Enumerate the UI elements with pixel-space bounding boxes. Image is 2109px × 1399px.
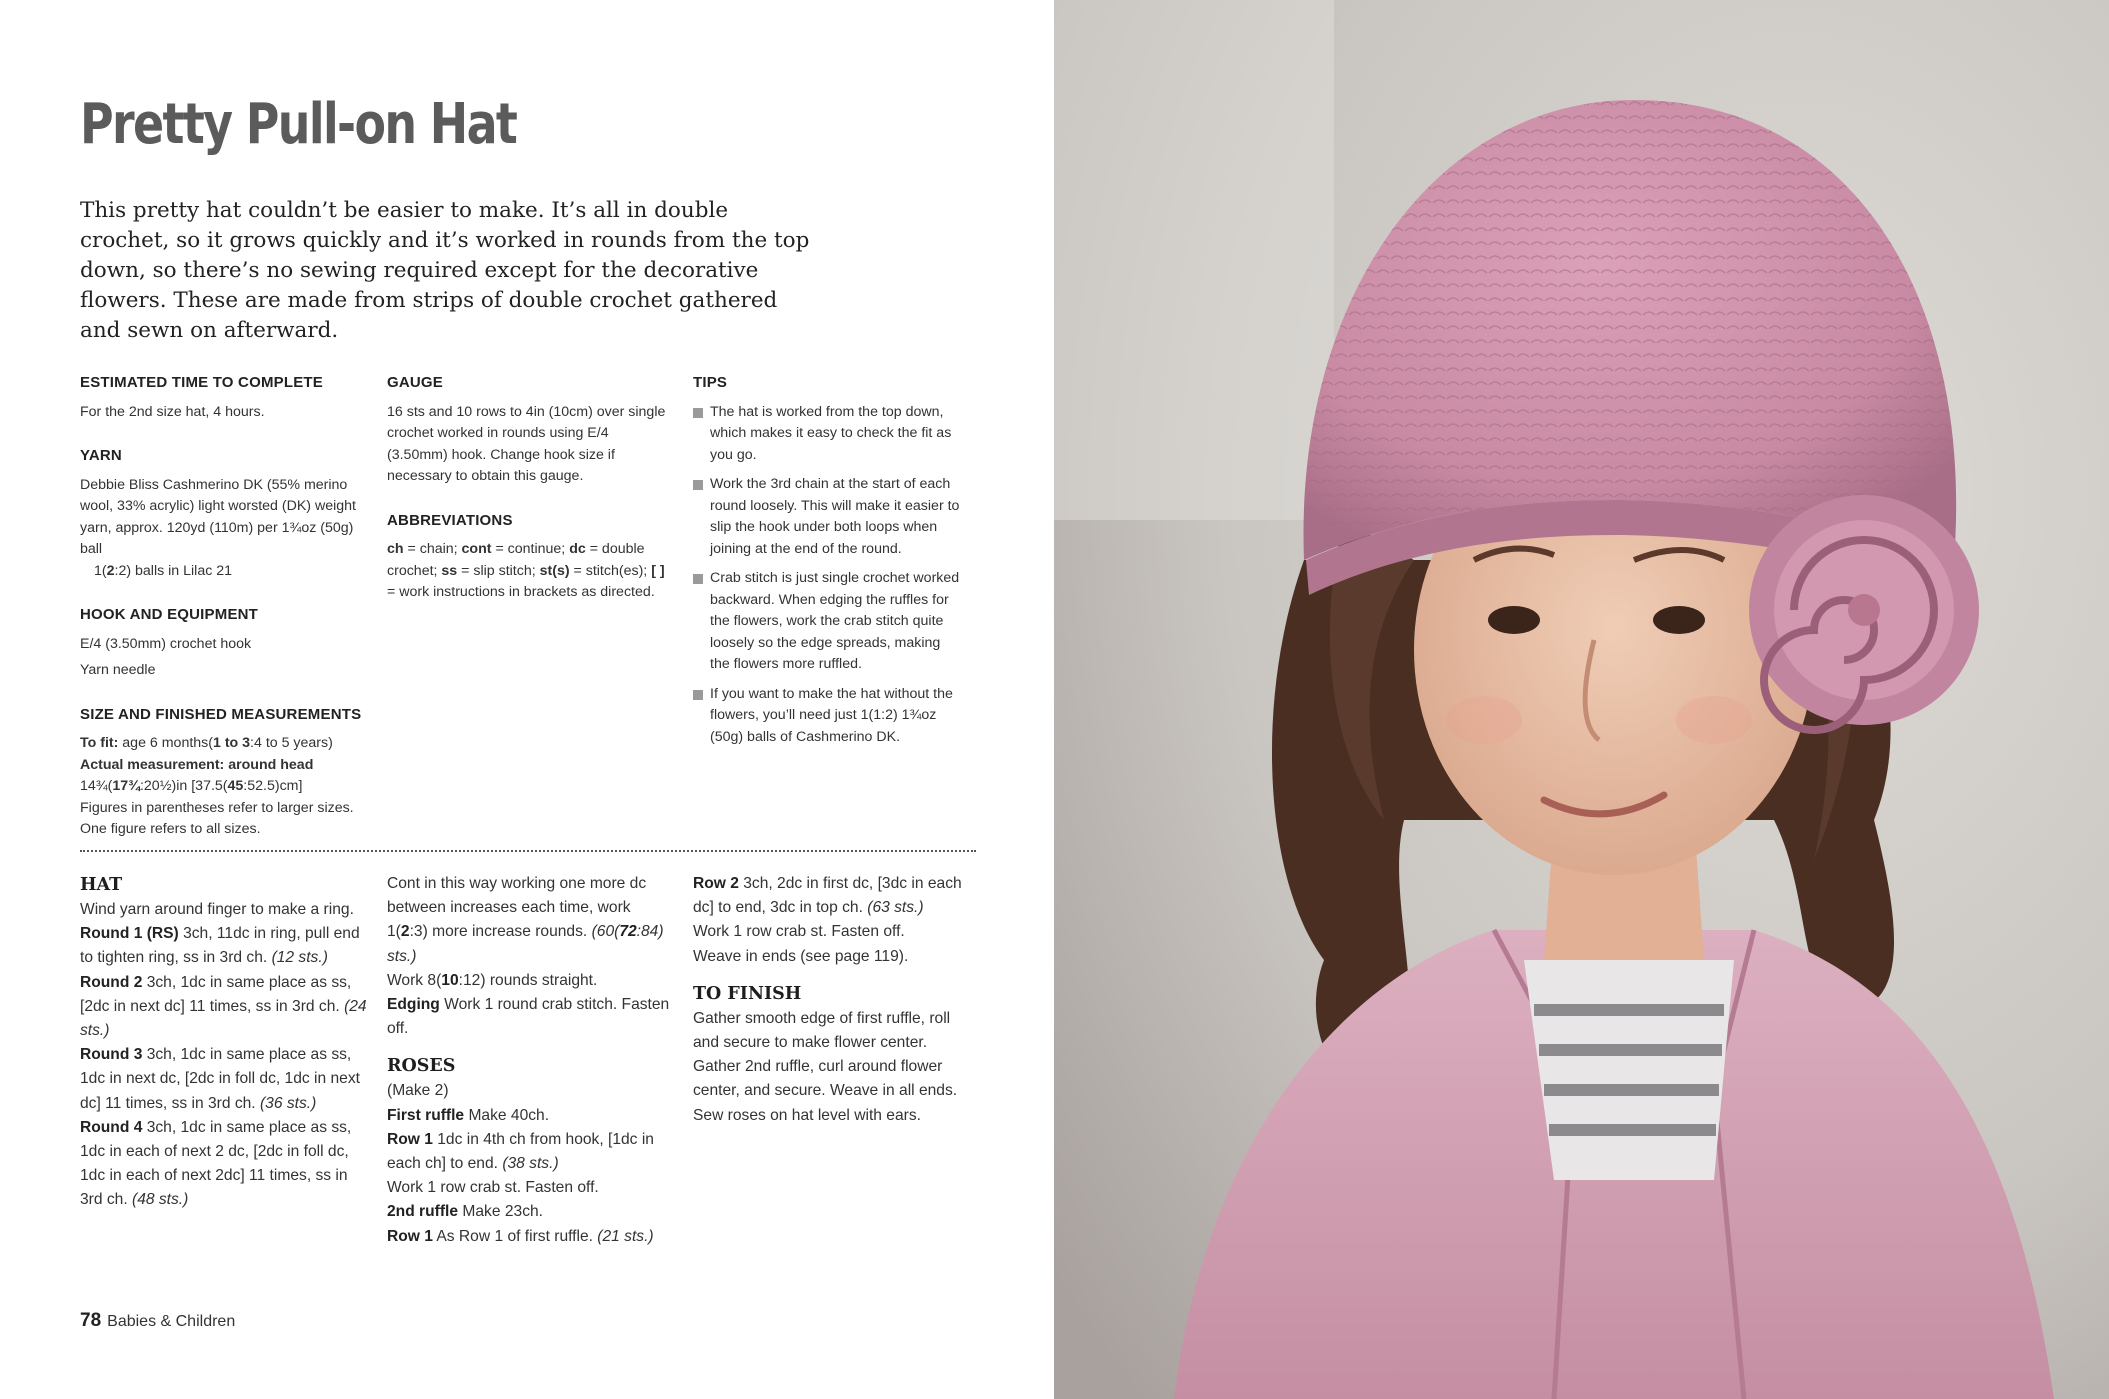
square-bullet-icon [693,690,703,700]
child-photo [1054,0,2109,1399]
section-name: Babies & Children [107,1313,236,1330]
measurement-values: 14¾(17¾:20½)in [37.5(45:52.5)cm] [80,778,303,794]
time-section [80,372,370,423]
yarn-section [80,445,370,582]
page-title: Pretty Pull-on Hat [80,92,517,157]
pattern-column-1 [80,872,370,1213]
gauge-text: 16 sts and 10 rows to 4in (10cm) over single crochet worked in rounds using E/4 (3.50mm) hook. Change hook size if necessary to obtain this gauge. [387,403,666,484]
hook-line: E/4 (3.50mm) crochet hook [80,635,252,652]
row-1-second: Row 1 As Row 1 of first ruffle. (21 sts.) [387,1227,654,1245]
sizes-note-2: One figure refers to all sizes. [80,821,261,837]
square-bullet-icon [693,574,703,584]
info-column-2 [387,372,672,626]
round-2: Round 2 3ch, 1dc in same place as ss, [2dc in next dc] 11 times, ss in 3rd ch. (24 sts.) [80,973,367,1040]
round-1: Round 1 (RS) 3ch, 11dc in ring, pull end to tighten ring, ss in 3rd ch. (12 sts.) [80,925,360,967]
yarn-heading: YARN [80,447,122,464]
edging-text: Edging Work 1 round crab stitch. Fasten off. [387,996,670,1038]
square-bullet-icon [693,408,703,418]
cheek-left [1446,696,1522,744]
hook-heading: HOOK AND EQUIPMENT [80,606,259,623]
fit-line: To fit: age 6 months(1 to 3:4 to 5 years) [80,735,333,751]
tips-column [693,372,963,756]
right-page [1054,0,2109,1399]
eye-left [1488,606,1540,634]
striped-shirt [1524,960,1734,1180]
size-heading: SIZE AND FINISHED MEASUREMENTS [80,705,362,723]
time-text: For the 2nd size hat, 4 hours. [80,403,265,420]
gauge-heading: GAUGE [387,374,444,391]
weave-text: Weave in ends (see page 119). [693,947,909,965]
time-heading: ESTIMATED TIME TO COMPLETE [80,374,323,391]
make-count: (Make 2) [387,1082,449,1100]
second-ruffle: 2nd ruffle Make 23ch. [387,1203,543,1221]
intro-paragraph: This pretty hat couldn’t be easier to make. It’s all in double crochet, so it grows quickly and it’s worked in rounds from the top down, so there’s no sewing required except for the decorative flowers. These are made from strips of double crochet gathered and sewn on afterward. [80,198,810,343]
gauge-section [387,372,672,488]
dotted-divider [80,850,976,852]
yarn-text: Debbie Bliss Cashmerino DK (55% merino wool, 33% acrylic) light worsted (DK) weight yarn, approx. 120yd (110m) per 1¾oz (50g) ball 1(2:2) balls in Lilac 21 [80,476,356,579]
blurred-wall [1054,0,1334,520]
hat-intro: Wind yarn around finger to make a ring. [80,901,354,918]
abbreviations-heading: ABBREVIATIONS [387,511,513,529]
crab-stitch-row: Work 1 row crab st. Fasten off. [387,1179,599,1197]
tip-item: The hat is worked from the top down, which makes it easy to check the fit as you go. [693,402,963,467]
page-folio [80,1310,235,1332]
crab-stitch-row-2: Work 1 row crab st. Fasten off. [693,923,905,941]
row-1: Row 1 1dc in 4th ch from hook, [1dc in each ch] to end. (38 sts.) [387,1130,654,1173]
finish-text: Gather smooth edge of first ruffle, roll and secure to make flower center. Gather 2nd ruffle, curl around flower center, and secure. Weave in all ends. Sew roses on hat level with ears. [693,1009,958,1124]
first-ruffle: First ruffle Make 40ch. [387,1106,550,1124]
info-column-1 [80,372,370,863]
roses-heading: ROSES [387,1056,456,1077]
tip-item: Work the 3rd chain at the start of each round loosely. This will make it easier to slip the hook under both loops when joining at the end of the round. [693,474,963,560]
abbreviations-text: ch = chain; cont = continue; dc = double crochet; ss = slip stitch; st(s) = stitch(es); [ ] = work instructions in brackets as directed. [387,541,665,600]
tip-item: If you want to make the hat without the flowers, you’ll need just 1(1:2) 1¾oz (50g) balls of Cashmerino DK. [693,684,963,749]
hat-heading: HAT [80,875,123,895]
cheek-right [1676,696,1752,744]
hook-section [80,604,370,682]
pattern-column-2 [387,872,672,1249]
finish-heading: TO FINISH [693,983,802,1004]
needle-line: Yarn needle [80,662,156,678]
page-number: 78 [80,1310,102,1331]
eye-right [1653,606,1705,634]
sizes-note-1: Figures in parentheses refer to larger sizes. [80,799,354,816]
square-bullet-icon [693,480,703,490]
left-page [0,0,1054,1399]
row-2: Row 2 3ch, 2dc in first dc, [3dc in each dc] to end, 3dc in top ch. (63 sts.) [693,875,962,917]
straight-rounds: Work 8(10:12) rounds straight. [387,971,598,989]
round-3: Round 3 3ch, 1dc in same place as ss, 1dc in next dc, [2dc in foll dc, 1dc in next dc] 11 times, ss in 3rd ch. (36 sts.) [80,1046,360,1112]
tips-heading: TIPS [693,374,728,391]
tips-list [693,402,963,749]
continue-text: Cont in this way working one more dc between increases each time, work 1(2:3) more increase rounds. (60(72:84) sts.) [387,875,664,965]
size-section [80,704,370,841]
round-4: Round 4 3ch, 1dc in same place as ss, 1dc in each of next 2 dc, [2dc in foll dc, 1dc in each of next 2dc] 11 times, ss in 3rd ch. (48 sts.) [80,1118,352,1209]
measurement-label: Actual measurement: around head [80,756,314,773]
tip-item: Crab stitch is just single crochet worked backward. When edging the ruffles for the flowers, work the crab stitch quite loosely so the edge spreads, making the flowers more ruffled. [693,568,963,676]
abbreviations-section [387,510,672,604]
pattern-column-3 [693,872,978,1128]
